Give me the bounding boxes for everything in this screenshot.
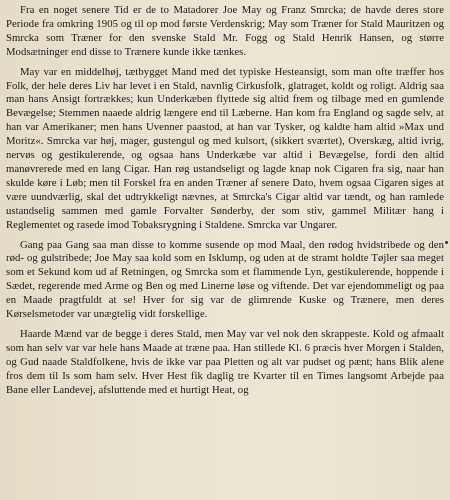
paragraph-3: Gang paa Gang saa man disse to komme susende op mod Maal, den rødog hvidstribede og den rød- og gulstribede; Joe May saa kold som en Isklump, og uden at de stramt holdte Tøjler saa meget som et Sekund kom ud af Retningen, og Smrcka som et flammende Lyn, gestikulerende, hoppende i Sædet, regerende med Arme og Ben og med Linerne løse og viftende. Det var ejendommeligt og paa en Maade pragtfuldt at se! Hver for sig var de glimrende Kuske og Trænere, men deres Kørselsmetoder var unægtelig vidt forskellige.: [6, 238, 444, 321]
margin-ink-mark: [445, 241, 448, 244]
paragraph-4: Haarde Mænd var de begge i deres Stald, men May var vel nok den skrappeste. Kold og afmaalt som han selv var var hele hans Maade at træne paa. Han stillede Kl. 6 præcis hver Morgen i Stalden, og Gud naade Staldfolkene, hvis de ikke var paa Pletten og alt var pudset og pænt; hans Blik alene fros dem til Is som ham selv. Hver Hest fik daglig tre Kvarter til en Times langsomt Arbejde paa Bane eller Landevej, afsluttende med et hurtigt Heat, og: [6, 327, 444, 396]
paragraph-1: Fra en noget senere Tid er de to Matadorer Joe May og Franz Smrcka; de havde deres store Periode fra omkring 1905 og til op mod første Verdenskrig; May som Træner for Stald Mauritzen og Smrcka som Træner for den svenske Stald Mr. Fogg og Stald Henrik Hansen, og større Modsætninger end disse to Trænere kunde ikke tænkes.: [6, 4, 444, 58]
paragraph-2: May var en middelhøj, tætbygget Mand med det typiske Hesteansigt, som man ofte træffer hos Folk, der hele deres Liv har levet i en Stald, navnlig Cirkusfolk, glatraget, koldt og roligt. Aldrig saa man hans Ansigt fortrækkes; kun Underkæben flyttede sig altid frem og tilbage med en gumlende Bevægelse; Stemmen naaede aldrig længere end til Læberne. Han kom fra England og sagde selv, at han var Amerikaner; men hans Uvenner paastod, at han var Tysker, og kaldte ham altid »Max und Moritz«. Smrcka var høj, mager, gustengul og med kulsort, (sikkert sværtet), Overskæg, altid ivrig, nervøs og gestikulerende, og ogsaa hans Underkæbe var altid i Bevægelse, fordi den altid manøvrerede med en lang Cigar. Han røg ustandseligt og lagde knap nok Cigaren fra sig, naar han skulde køre i Løb; men til Forskel fra en anden Træner af senere Dato, hvem ogsaa Cigaren siges at være uundværlig, skal det udtrykkeligt nævnes, at Smrcka's Cigar altid var tændt, og han ramlede ustandselig sammen med gamle Forvalter Sønderby, der som stiv, gammel Militær hang i Reglementet og rasede imod Tobaksrygning i Staldene. Smrcka var Ungarer.: [6, 65, 444, 231]
